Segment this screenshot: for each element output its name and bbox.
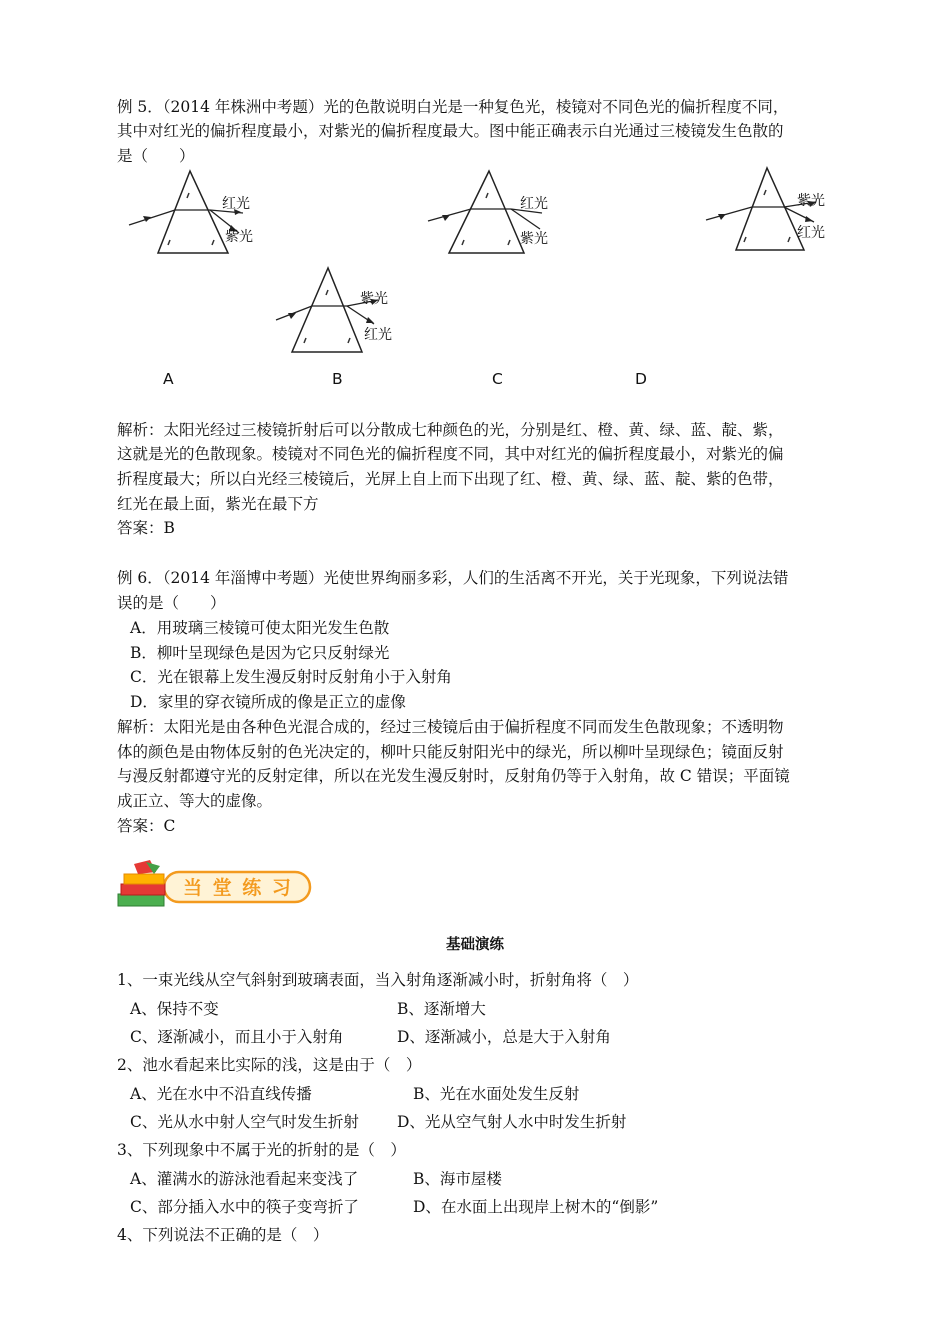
banner-text: 当 堂 练 习	[183, 877, 293, 899]
section-title: 基础演练	[446, 937, 504, 953]
ex6-choice-b: B．柳叶呈现绿色是因为它只反射绿光	[130, 644, 390, 662]
prism-a-top-label: 红光	[222, 196, 250, 212]
option-c-label: C	[492, 370, 503, 388]
prism-figure-d	[700, 162, 850, 257]
ex6-answer: 答案：C	[117, 817, 176, 835]
ex6-line-2: 误的是（ ）	[117, 594, 226, 612]
q1-stem: 1、一束光线从空气斜射到玻璃表面，当入射角逐渐减小时，折射角将（ ）	[117, 971, 639, 989]
ex6-choice-d: D．家里的穿衣镜所成的像是正立的虚像	[130, 693, 406, 711]
prism-c-top-label: 紫光	[360, 291, 388, 307]
ex6-analysis-1: 解析：太阳光是由各种色光混合成的，经过三棱镜后由于偏折程度不同而发生色散现象；不透明物	[117, 718, 784, 736]
ex6-analysis-2: 体的颜色是由物体反射的色光决定的，柳叶只能反射阳光中的绿光，所以柳叶呈现绿色；镜面反射	[117, 743, 784, 761]
q1-option-b: B、逐渐增大	[397, 1000, 486, 1018]
q3-option-d: D、在水面上出现岸上树木的“倒影”	[413, 1198, 659, 1216]
q1-option-c: C、逐渐减小，而且小于入射角	[130, 1028, 344, 1046]
prism-a-bottom-label: 紫光	[225, 229, 253, 245]
q1-option-a: A、保持不变	[130, 1000, 219, 1018]
prism-b-bottom-label: 紫光	[520, 231, 548, 247]
ex5-line-3: 是（ ）	[117, 147, 195, 165]
q3-option-a: A、灌满水的游泳池看起来变浅了	[130, 1170, 359, 1188]
prism-d-bottom-label: 红光	[797, 225, 825, 241]
prism-c-bottom-label: 红光	[364, 327, 392, 343]
ex6-analysis-4: 成正立、等大的虚像。	[117, 792, 273, 810]
q2-option-c: C、光从水中射人空气时发生折射	[130, 1113, 359, 1131]
ex5-analysis-2: 这就是光的色散现象。棱镜对不同色光的偏折程度不同，其中对红光的偏折程度最小，对紫光的偏	[117, 445, 784, 463]
option-d-label: D	[635, 370, 647, 388]
ex5-line-1: 例 5．（2014 年株洲中考题）光的色散说明白光是一种复色光，棱镜对不同色光的偏折程度不同，	[117, 98, 789, 116]
ex6-choice-a: A．用玻璃三棱镜可使太阳光发生色散	[130, 619, 390, 637]
ex5-analysis-3: 折程度最大；所以白光经三棱镜后，光屏上自上而下出现了红、橙、黄、绿、蓝、靛、紫的色带，	[117, 470, 784, 488]
ex5-answer: 答案：B	[117, 519, 175, 537]
option-b-label: B	[332, 370, 343, 388]
ex6-line-1: 例 6．（2014 年淄博中考题）光使世界绚丽多彩，人们的生活离不开光，关于光现象，下列说法错	[117, 569, 789, 587]
q3-option-c: C、部分插入水中的筷子变弯折了	[130, 1198, 359, 1216]
ex5-line-2: 其中对红光的偏折程度最小，对紫光的偏折程度最大。图中能正确表示白光通过三棱镜发生色散的	[117, 122, 784, 140]
ex6-choice-c: C．光在银幕上发生漫反射时反射角小于入射角	[130, 668, 452, 686]
prism-d-top-label: 紫光	[797, 193, 825, 209]
q4-stem: 4、下列说法不正确的是（ ）	[117, 1226, 329, 1244]
ex5-analysis-4: 红光在最上面，紫光在最下方	[117, 495, 319, 513]
ex5-analysis-1: 解析：太阳光经过三棱镜折射后可以分散成七种颜色的光，分别是红、橙、黄、绿、蓝、靛、紫，	[117, 421, 784, 439]
q2-option-a: A、光在水中不沿直线传播	[130, 1085, 312, 1103]
q2-stem: 2、池水看起来比实际的浅，这是由于（ ）	[117, 1056, 422, 1074]
q1-option-d: D、逐渐减小，总是大于入射角	[397, 1028, 611, 1046]
q2-option-b: B、光在水面处发生反射	[413, 1085, 580, 1103]
prism-b-top-label: 红光	[520, 196, 548, 212]
q3-option-b: B、海市屋楼	[413, 1170, 502, 1188]
q3-stem: 3、下列现象中不属于光的折射的是（ ）	[117, 1141, 406, 1159]
q2-option-d: D、光从空气射人水中时发生折射	[397, 1113, 627, 1131]
ex6-analysis-3: 与漫反射都遵守光的反射定律，所以在光发生漫反射时，反射角仍等于入射角，故 C 错误；平面镜	[117, 767, 790, 785]
option-a-label: A	[163, 370, 174, 388]
